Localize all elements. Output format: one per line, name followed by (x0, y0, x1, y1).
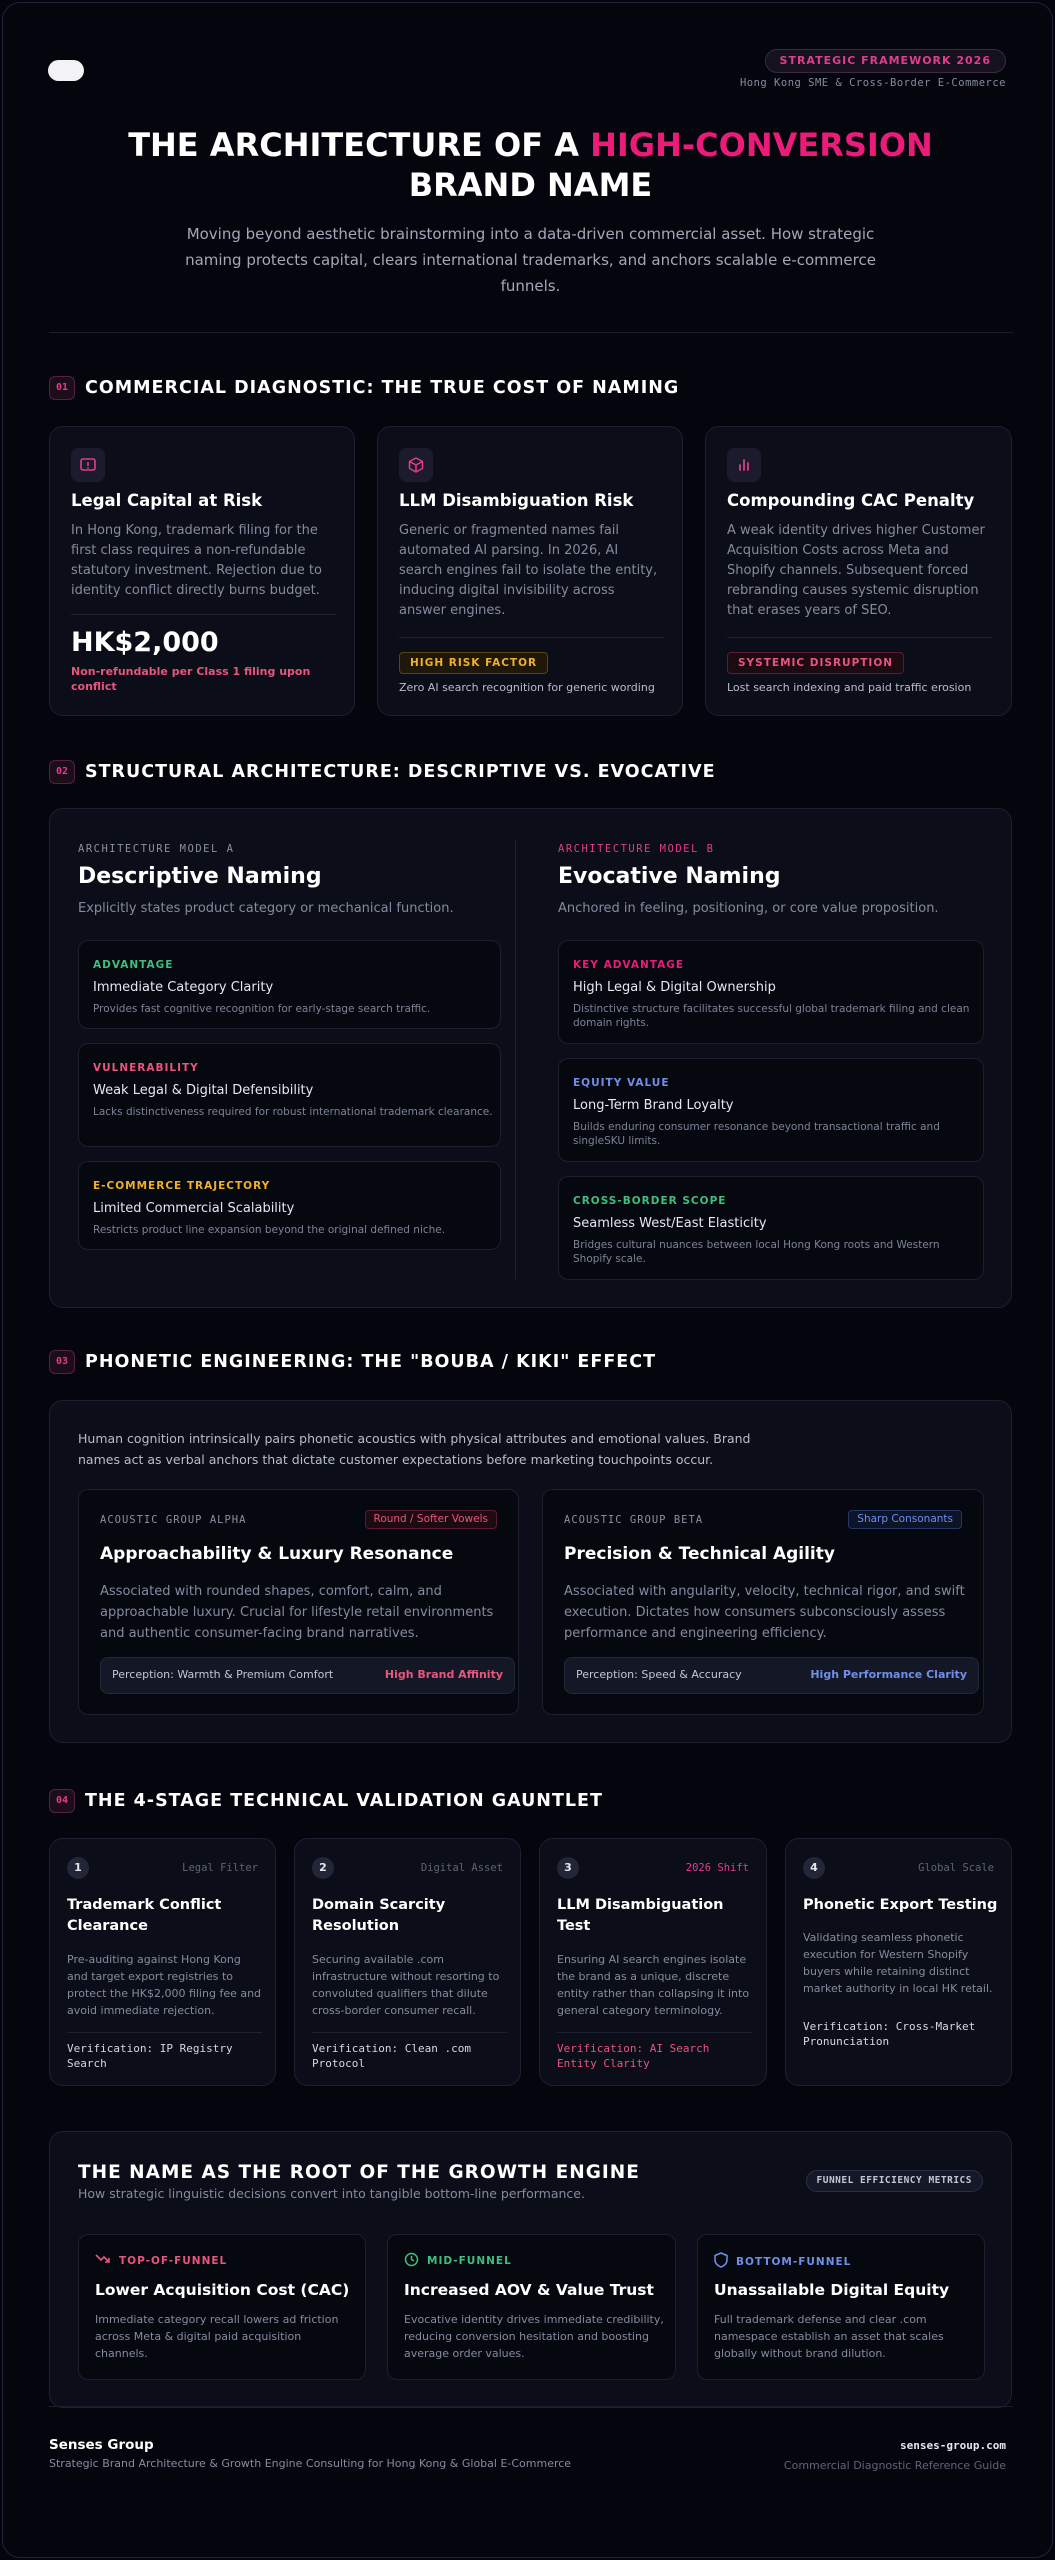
phonetic-intro: Human cognition intrinsically pairs phonetic acoustics with physical attributes and emotional values. Brand names act as verbal anchors that dictate customer expectations before marketing touchpoints occur. (78, 1431, 751, 1467)
trait-key: KEY ADVANTAGE (573, 959, 685, 971)
group-tag: Round / Softer Vowels (365, 1510, 498, 1529)
stage-description: Ensuring AI search engines isolate the brand as a unique, discrete entity rather than collapsing it into general category terminology. (557, 1953, 750, 2017)
card-title: Legal Capital at Risk (71, 491, 263, 510)
stage-number: 1 (67, 1857, 89, 1879)
section-number: 04 (49, 1789, 75, 1813)
stage-card-4 (785, 1838, 1012, 2086)
section-01-heading (49, 376, 679, 400)
section-title: COMMERCIAL DIAGNOSTIC: THE TRUE COST OF NAMING (85, 378, 680, 398)
trait-advantage (78, 940, 501, 1029)
card-divider (71, 614, 336, 615)
trait-title: Immediate Category Clarity (93, 980, 274, 995)
stage-card-3 (539, 1838, 767, 2086)
trait-key: VULNERABILITY (93, 1062, 199, 1074)
model-a-title: Descriptive Naming (78, 864, 322, 889)
risk-note: Zero AI search recognition for generic wording (399, 681, 655, 694)
phonetic-card (49, 1400, 1012, 1743)
trait-equity-value (558, 1058, 984, 1162)
footer-url-link[interactable]: senses-group.com (900, 2439, 1006, 2452)
trait-title: Limited Commercial Scalability (93, 1201, 295, 1216)
risk-tag: HIGH RISK FACTOR (399, 652, 548, 674)
trait-description: Restricts product line expansion beyond the original defined niche. (93, 1224, 446, 1236)
funnel-description: Immediate category recall lowers ad friction across Meta & digital paid acquisition channels. (95, 2313, 339, 2360)
stage-tag: 2026 Shift (685, 1862, 749, 1874)
brand-logo[interactable] (48, 60, 84, 81)
funnel-title: Lower Acquisition Cost (CAC) (95, 2281, 350, 2299)
perception-result: High Performance Clarity (810, 1668, 967, 1681)
stage-verification: Verification: AI Search Entity Clarity (557, 2042, 710, 2070)
funnel-mid (387, 2234, 676, 2380)
trait-description: Bridges cultural nuances between local Hong Kong roots and Western Shopify scale. (573, 1239, 940, 1265)
stage-divider (557, 2032, 752, 2033)
card-divider (399, 637, 664, 638)
funnel-metrics-badge: FUNNEL EFFICIENCY METRICS (806, 2170, 984, 2192)
footer-reference: Commercial Diagnostic Reference Guide (783, 2459, 1006, 2472)
funnel-head (404, 2252, 512, 2270)
funnel-description: Full trademark defense and clear .com namespace establish an asset that scales globally without brand dilution. (714, 2313, 944, 2360)
section-title: PHONETIC ENGINEERING: THE "BOUBA / KIKI" EFFECT (85, 1352, 657, 1372)
cube-icon (399, 448, 433, 482)
model-b-title: Evocative Naming (558, 864, 781, 889)
funnel-stage: TOP-OF-FUNNEL (119, 2254, 228, 2267)
trait-title: Seamless West/East Elasticity (573, 1216, 767, 1231)
page-frame (2, 2, 1053, 2558)
hero-title-part1: THE ARCHITECTURE OF A (128, 126, 591, 164)
funnel-head (714, 2252, 851, 2271)
trait-vulnerability (78, 1043, 501, 1147)
divider (49, 332, 1013, 333)
clock-icon (404, 2252, 419, 2270)
section-title: STRUCTURAL ARCHITECTURE: DESCRIPTIVE VS. EVOCATIVE (85, 762, 716, 782)
alert-icon (71, 448, 105, 482)
trait-ecommerce-trajectory (78, 1161, 501, 1250)
group-label: ACOUSTIC GROUP ALPHA (100, 1514, 247, 1526)
model-a-label: ARCHITECTURE MODEL A (78, 843, 235, 855)
stage-verification: Verification: IP Registry Search (67, 2042, 233, 2070)
group-description: Associated with rounded shapes, comfort, calm, and approachable luxury. Crucial for lifestyle retail environments and authentic consumer-facing brand narratives. (100, 1584, 494, 1641)
footer-divider (49, 2406, 1013, 2407)
hero-title-part2: BRAND NAME (408, 166, 653, 204)
funnel-title: Increased AOV & Value Trust (404, 2281, 654, 2299)
stage-number: 4 (803, 1857, 825, 1879)
trait-key-advantage (558, 940, 984, 1044)
hero-title (3, 125, 1055, 205)
card-description: Generic or fragmented names fail automated AI parsing. In 2026, AI search engines fail to isolate the entity, inducing digital invisibility across answer engines. (399, 523, 658, 618)
framework-badge: STRATEGIC FRAMEWORK 2026 (765, 49, 1006, 73)
trait-description: Distinctive structure facilitates successful global trademark filing and clean domain rights. (573, 1003, 970, 1029)
section-number: 03 (49, 1350, 75, 1374)
stage-title: LLM Disambiguation Test (557, 1897, 724, 1934)
trend-down-icon (95, 2252, 111, 2269)
shield-icon (714, 2252, 728, 2271)
acoustic-group-beta (542, 1489, 984, 1715)
trait-key: ADVANTAGE (93, 959, 174, 971)
card-title: LLM Disambiguation Risk (399, 491, 634, 510)
stage-title: Domain Scarcity Resolution (312, 1897, 446, 1934)
trait-key: E-COMMERCE TRAJECTORY (93, 1180, 271, 1192)
stage-number: 2 (312, 1857, 334, 1879)
funnel-description: Evocative identity drives immediate credibility, reducing conversion hesitation and boosting average order values. (404, 2313, 664, 2360)
trait-key: EQUITY VALUE (573, 1077, 670, 1089)
trait-title: High Legal & Digital Ownership (573, 980, 776, 995)
stage-tag: Global Scale (918, 1862, 994, 1874)
section-02-heading (49, 760, 716, 784)
funnel-stage: BOTTOM-FUNNEL (736, 2255, 852, 2268)
group-title: Precision & Technical Agility (564, 1544, 835, 1564)
card-divider (727, 637, 992, 638)
footer-company: Senses Group (49, 2437, 154, 2453)
hero-description: Moving beyond aesthetic brainstorming into a data-driven commercial asset. How strategic naming protects capital, clears international trademarks, and anchors scalable e-commerce funnels. (185, 225, 876, 295)
diagnostic-card-cac (705, 426, 1012, 716)
column-divider (515, 839, 516, 1279)
stage-tag: Legal Filter (182, 1862, 258, 1874)
stage-title: Trademark Conflict Clearance (67, 1897, 222, 1934)
trait-description: Provides fast cognitive recognition for early-stage search traffic. (93, 1003, 431, 1015)
bar-chart-icon (727, 448, 761, 482)
model-b-label: ARCHITECTURE MODEL B (558, 843, 715, 855)
trait-description: Lacks distinctiveness required for robust international trademark clearance. (93, 1106, 493, 1118)
funnel-head (95, 2252, 227, 2269)
stage-divider (312, 2032, 507, 2033)
perception-bar (100, 1657, 515, 1694)
model-a-description: Explicitly states product category or mechanical function. (78, 901, 454, 916)
card-description: In Hong Kong, trademark filing for the first class requires a non-refundable statutory investment. Rejection due to identity conflict directly burns budget. (71, 523, 322, 598)
stage-verification: Verification: Clean .com Protocol (312, 2042, 471, 2070)
section-03-heading (49, 1350, 656, 1374)
disruption-note: Lost search indexing and paid traffic erosion (727, 681, 972, 694)
diagnostic-card-llm (377, 426, 683, 716)
stage-verification: Verification: Cross-Market Pronunciation (803, 2020, 976, 2048)
trait-key: CROSS-BORDER SCOPE (573, 1195, 727, 1207)
disruption-tag: SYSTEMIC DISRUPTION (727, 652, 904, 674)
stage-number: 3 (557, 1857, 579, 1879)
stage-card-1 (49, 1838, 276, 2086)
trait-cross-border-scope (558, 1176, 984, 1280)
growth-engine-card (49, 2131, 1012, 2408)
group-title: Approachability & Luxury Resonance (100, 1544, 454, 1564)
stage-description: Pre-auditing against Hong Kong and target export registries to protect the HK$2,000 filing fee and avoid immediate rejection. (67, 1953, 262, 2017)
framework-subtitle: Hong Kong SME & Cross-Border E-Commerce (739, 77, 1006, 89)
group-description: Associated with angularity, velocity, technical rigor, and swift execution. Dictates how consumers subconsciously assess performance and engineering efficiency. (564, 1584, 965, 1641)
funnel-bottom (697, 2234, 985, 2380)
filing-fee-value: HK$2,000 (71, 627, 219, 658)
perception-label: Perception: Speed & Accuracy (576, 1668, 742, 1681)
perception-bar (564, 1657, 979, 1694)
funnel-title: Unassailable Digital Equity (714, 2281, 950, 2299)
funnel-stage: MID-FUNNEL (427, 2255, 512, 2267)
group-label: ACOUSTIC GROUP BETA (564, 1514, 704, 1526)
growth-subtitle: How strategic linguistic decisions convert into tangible bottom-line performance. (78, 2186, 585, 2201)
model-b-description: Anchored in feeling, positioning, or core value proposition. (558, 901, 939, 916)
perception-result: High Brand Affinity (384, 1668, 503, 1681)
card-title: Compounding CAC Penalty (727, 491, 975, 510)
section-title: THE 4-STAGE TECHNICAL VALIDATION GAUNTLET (85, 1791, 603, 1811)
card-description: A weak identity drives higher Customer Acquisition Costs across Meta and Shopify channels. Subsequent forced rebranding causes systemic disruption that erases years of SEO. (727, 523, 985, 618)
stage-description: Securing available .com infrastructure without resorting to convoluted qualifiers that dilute cross-border consumer recall. (312, 1953, 500, 2017)
section-number: 02 (49, 760, 75, 784)
stage-divider (67, 2032, 262, 2033)
group-tag: Sharp Consonants (848, 1510, 962, 1529)
funnel-top (78, 2234, 366, 2380)
architecture-comparison-card (49, 808, 1012, 1308)
trait-title: Long-Term Brand Loyalty (573, 1098, 734, 1113)
trait-description: Builds enduring consumer resonance beyond transactional traffic and singleSKU limits. (573, 1121, 940, 1147)
footer-tagline: Strategic Brand Architecture & Growth Engine Consulting for Hong Kong & Global E-Commerce (49, 2457, 572, 2470)
perception-label: Perception: Warmth & Premium Comfort (112, 1668, 334, 1681)
hero-title-accent: HIGH-CONVERSION (590, 126, 933, 164)
growth-title: THE NAME AS THE ROOT OF THE GROWTH ENGINE (78, 2162, 640, 2183)
stage-tag: Digital Asset (420, 1862, 503, 1874)
stage-description: Validating seamless phonetic execution for Western Shopify buyers while retaining distinct market authority in local HK retail. (803, 1931, 993, 1995)
acoustic-group-alpha (78, 1489, 519, 1715)
filing-fee-note: Non-refundable per Class 1 filing upon conflict (71, 665, 311, 693)
stage-title: Phonetic Export Testing (803, 1897, 998, 1913)
section-04-heading (49, 1789, 603, 1813)
trait-title: Weak Legal & Digital Defensibility (93, 1083, 314, 1098)
diagnostic-card-legal (49, 426, 355, 716)
section-number: 01 (49, 376, 75, 400)
stage-card-2 (294, 1838, 521, 2086)
